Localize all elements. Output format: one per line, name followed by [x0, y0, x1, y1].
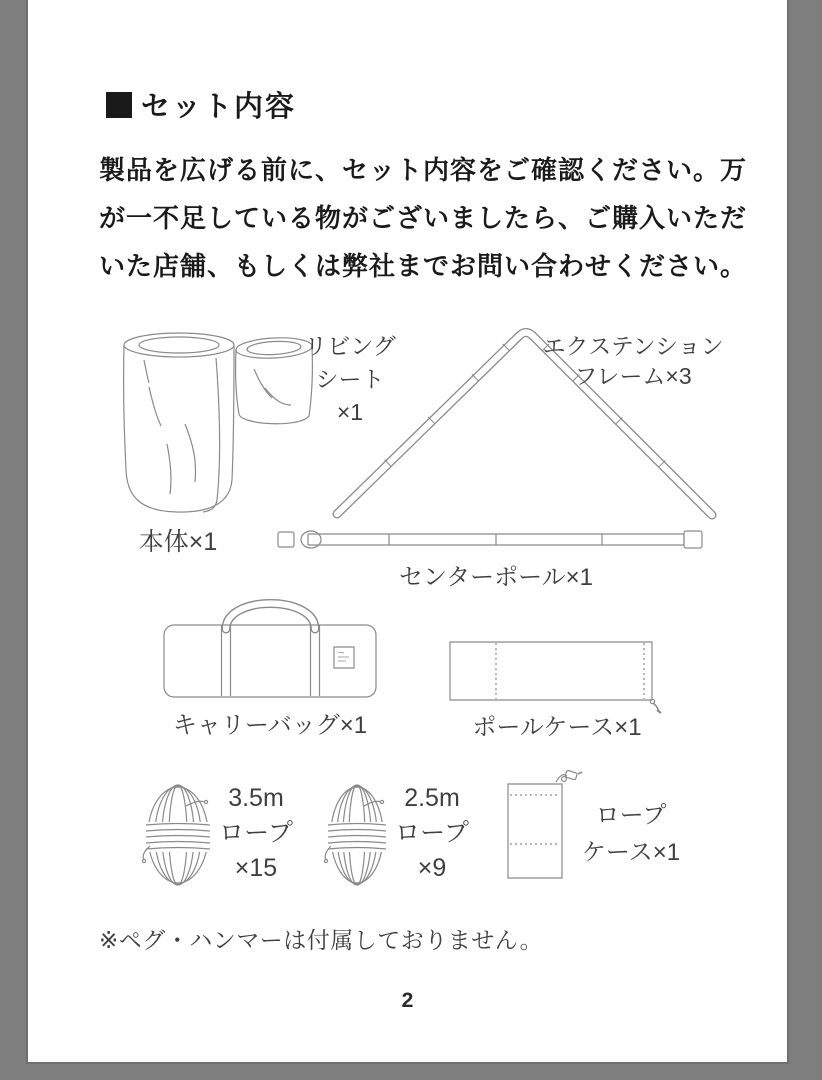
intro-line-2: が一不足している物がございましたら、ご購入いただ	[99, 203, 748, 233]
pole-case-label: ポールケース×1	[472, 714, 642, 741]
rope-2-5m-count: ×9	[417, 854, 447, 882]
intro-paragraph	[99, 146, 754, 290]
manual-page	[26, 0, 789, 1064]
rope-2-5m-label	[384, 781, 480, 886]
rope-3-5m-length: 3.5m	[228, 784, 284, 812]
intro-line-3: いた店舗、もしくは弊社までお問い合わせください。	[99, 251, 748, 281]
rope-3-5m-illustration	[141, 778, 215, 896]
page-number: 2	[401, 989, 414, 1012]
rope-case-label-line2: ケース×1	[581, 839, 681, 866]
extension-frame-label-line2: フレーム×3	[574, 363, 692, 389]
carry-bag-illustration	[158, 583, 383, 705]
rope-2-5m-illustration	[323, 778, 391, 896]
rope-2-5m-name: ロープ	[395, 819, 469, 847]
rope-3-5m-label	[208, 781, 304, 886]
footnote: ※ペグ・ハンマーは付属しておりません。	[99, 927, 544, 953]
carry-bag-label: キャリーバッグ×1	[172, 712, 368, 739]
rope-3-5m-count: ×15	[234, 854, 278, 882]
intro-line-1: 製品を広げる前に、セット内容をご確認ください。万	[99, 155, 748, 185]
rope-case-label-line1: ロープ	[595, 802, 667, 829]
center-pole-label: センターポール×1	[399, 564, 593, 591]
living-sheet-label-line2: シート	[315, 366, 385, 392]
main-body-label: 本体×1	[138, 528, 218, 556]
section-heading	[106, 84, 296, 125]
living-sheet-label-line1: リビング	[304, 333, 396, 359]
rope-3-5m-name: ロープ	[219, 819, 293, 847]
rope-2-5m-length: 2.5m	[404, 784, 460, 812]
extension-frame-label	[531, 331, 735, 391]
main-body-illustration	[118, 330, 240, 524]
center-pole-illustration	[274, 524, 714, 556]
extension-frame-label-line1: エクステンション	[542, 333, 724, 359]
black-square-bullet-icon	[106, 92, 132, 118]
section-heading-text: セット内容	[141, 91, 297, 123]
rope-case-label	[556, 797, 706, 871]
living-sheet-label-line3: ×1	[336, 399, 364, 425]
